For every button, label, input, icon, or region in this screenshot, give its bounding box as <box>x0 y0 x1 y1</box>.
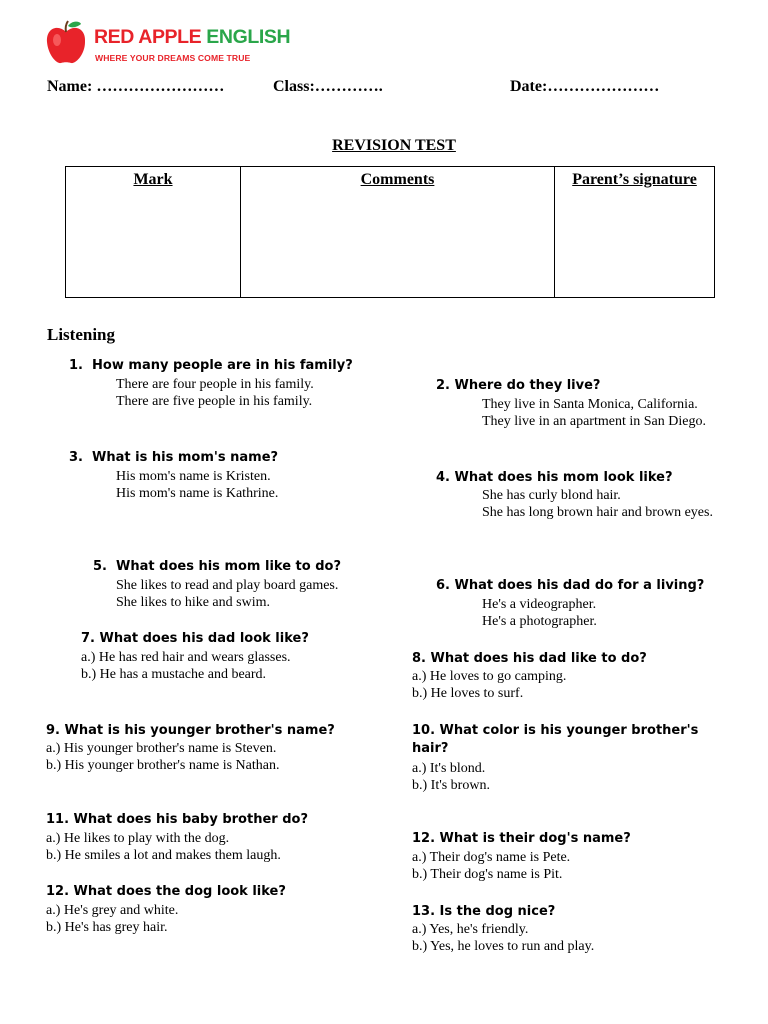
question-8: 8. What does his dad like to do? <box>412 651 647 666</box>
grade-table <box>65 166 715 298</box>
question-2: 2. Where do they live? <box>436 378 601 393</box>
question-4: 4. What does his mom look like? <box>436 470 673 485</box>
question-3: 3. What is his mom's name? <box>69 450 279 465</box>
answer-1b: There are five people in his family. <box>116 394 313 409</box>
answer-5a: She likes to read and play board games. <box>116 578 339 593</box>
brand-red: RED APPLE <box>94 26 207 48</box>
answer-11b: b.) He smiles a lot and makes them laugh. <box>46 848 281 863</box>
answer-2b: They live in an apartment in San Diego. <box>482 414 706 429</box>
answer-13a: a.) Yes, he's friendly. <box>412 922 529 937</box>
question-10: 10. What color is his younger brother's hair? <box>412 723 699 756</box>
signature-header: Parent’s signature <box>555 167 715 298</box>
question-7: 7. What does his dad look like? <box>81 631 309 646</box>
answer-12b: b.) Their dog's name is Pit. <box>412 867 563 882</box>
answer-4b: She has long brown hair and brown eyes. <box>482 505 713 520</box>
answer-12-dog-look-b: b.) He's has grey hair. <box>46 920 168 935</box>
comments-header: Comments <box>241 167 555 298</box>
question-13: 13. Is the dog nice? <box>412 904 556 919</box>
class-field: Class:…………. <box>273 78 383 95</box>
logo <box>44 20 291 68</box>
answer-9b: b.) His younger brother's name is Nathan. <box>46 758 280 773</box>
date-field: Date:………………… <box>510 78 660 95</box>
answer-6a: He's a videographer. <box>482 597 597 612</box>
answer-8a: a.) He loves to go camping. <box>412 669 567 684</box>
question-1: 1. How many people are in his family? <box>69 358 353 373</box>
question-12-dog-look: 12. What does the dog look like? <box>46 884 286 899</box>
answer-9a: a.) His younger brother's name is Steven. <box>46 741 277 756</box>
name-field: Name: …………………… <box>47 78 225 95</box>
answer-7b: b.) He has a mustache and beard. <box>81 667 267 682</box>
answer-12a: a.) Their dog's name is Pete. <box>412 850 571 865</box>
answer-7a: a.) He has red hair and wears glasses. <box>81 650 291 665</box>
answer-13b: b.) Yes, he loves to run and play. <box>412 939 595 954</box>
answer-10a: a.) It's blond. <box>412 761 486 776</box>
answer-12-dog-look-a: a.) He's grey and white. <box>46 903 179 918</box>
answer-11a: a.) He likes to play with the dog. <box>46 831 230 846</box>
question-9: 9. What is his younger brother's name? <box>46 723 335 738</box>
answer-3a: His mom's name is Kristen. <box>116 469 271 484</box>
answer-8b: b.) He loves to surf. <box>412 686 524 701</box>
answer-5b: She likes to hike and swim. <box>116 595 270 610</box>
page-title: REVISION TEST <box>332 137 456 154</box>
question-11: 11. What does his baby brother do? <box>46 812 308 827</box>
logo-tagline: WHERE YOUR DREAMS COME TRUE <box>95 53 251 63</box>
section-heading: Listening <box>47 325 116 344</box>
question-5: 5. What does his mom like to do? <box>93 559 341 574</box>
question-12: 12. What is their dog's name? <box>412 831 631 846</box>
answer-2a: They live in Santa Monica, California. <box>482 397 698 412</box>
answer-3b: His mom's name is Kathrine. <box>116 486 279 501</box>
apple-icon <box>44 20 88 66</box>
brand-green: ENGLISH <box>206 26 291 48</box>
question-6: 6. What does his dad do for a living? <box>436 578 705 593</box>
answer-1a: There are four people in his family. <box>116 377 314 392</box>
mark-header: Mark <box>66 167 241 298</box>
answer-10b: b.) It's brown. <box>412 778 490 793</box>
answer-6b: He's a photographer. <box>482 614 597 629</box>
answer-4a: She has curly blond hair. <box>482 488 621 503</box>
